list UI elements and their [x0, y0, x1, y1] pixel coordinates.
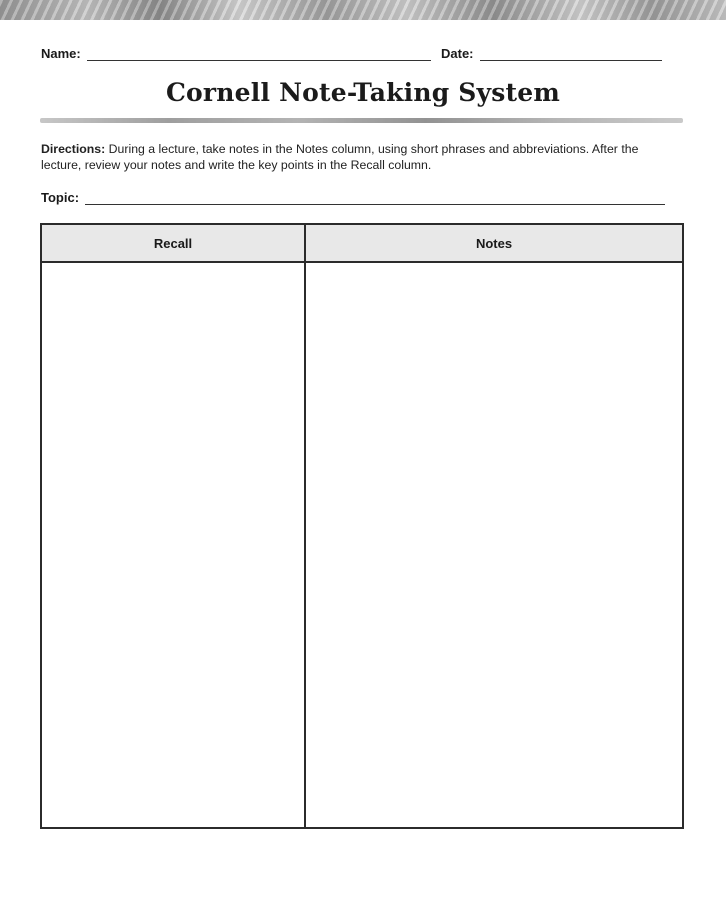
name-field[interactable]	[41, 46, 431, 61]
page-title: Cornell Note-Taking System	[165, 78, 561, 107]
date-field[interactable]	[441, 46, 662, 61]
topic-field[interactable]	[41, 190, 665, 205]
date-blank-line[interactable]	[480, 49, 662, 61]
directions-label: Directions:	[41, 142, 106, 156]
directions-text: During a lecture, take notes in the Notes column, using short phrases and abbreviations. After the lecture, review your notes and write the key points in the Recall column.	[41, 142, 639, 172]
topic-blank-line[interactable]	[85, 193, 665, 205]
notes-column-header: Notes	[306, 225, 682, 263]
name-blank-line[interactable]	[87, 49, 431, 61]
name-label: Name:	[41, 46, 81, 61]
recall-writing-area[interactable]	[42, 265, 304, 827]
directions-paragraph	[41, 141, 673, 173]
cornell-notes-table	[40, 223, 684, 829]
topic-label: Topic:	[41, 190, 80, 205]
title-underline-rule	[40, 118, 683, 123]
date-label: Date:	[441, 46, 474, 61]
decorative-banner	[0, 0, 726, 20]
notes-writing-area[interactable]	[306, 265, 682, 827]
recall-column-header: Recall	[42, 225, 304, 263]
